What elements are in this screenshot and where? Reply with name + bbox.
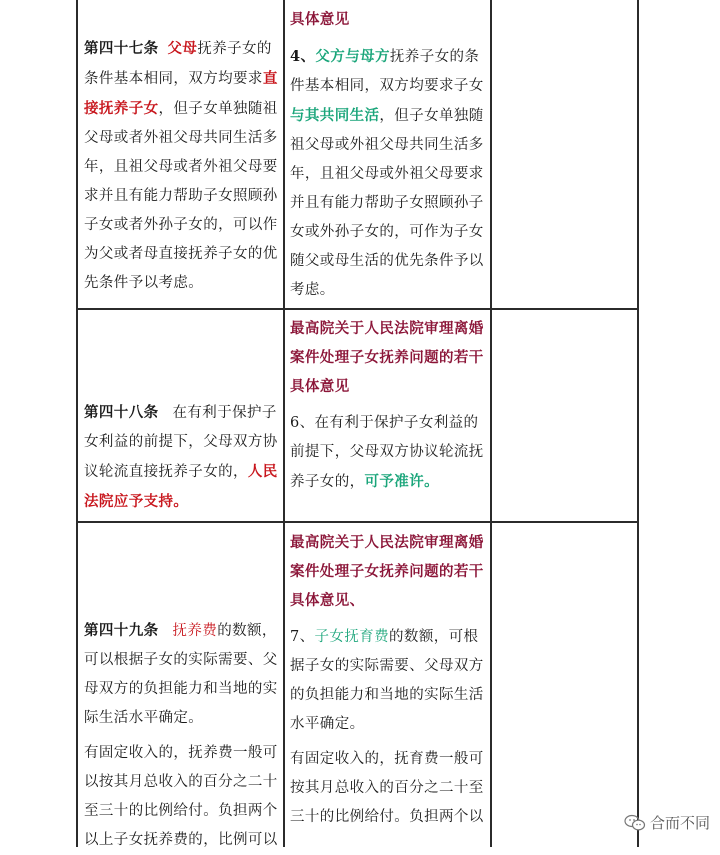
source-heading: 具体意见 <box>290 11 350 28</box>
table-border-right <box>637 0 639 847</box>
watermark-text: 合而不同 <box>649 814 710 832</box>
highlight-text: 可予准许。 <box>364 473 439 490</box>
body-text: 抚养子女的条件基本相同，双方均要求 <box>84 41 272 87</box>
body-text: 在有利于保护子女利益的前提下，父母双方协议轮流抚养子女的， <box>290 415 484 490</box>
body-text: 的数额，可根据子女的实际需要、父母双方的负担能力和当地的实际生活水平确定。 <box>290 629 484 732</box>
highlight-text: 父母 <box>167 40 198 57</box>
wechat-icon <box>624 814 646 832</box>
article-number: 第四十七条 <box>84 40 159 57</box>
watermark <box>624 812 710 833</box>
article-49-cell <box>84 616 278 855</box>
source-heading: 最高院关于人民法院审理离婚案件处理子女抚养问题的若干具体意见 <box>290 320 484 395</box>
row-divider-1 <box>76 308 638 310</box>
highlight-text: 父方与母方 <box>315 48 390 65</box>
item-number: 7、 <box>290 629 315 645</box>
body-text: ，但子女单独随祖父母或者外祖父母共同生活多年，且祖父母或者外祖父母要求并且有能力帮助子女照顾孙子女或者外孙子女的，可以作为父或者母直接抚养子女的优先条件予以考虑。 <box>84 101 278 291</box>
highlight-text: 人民法院应予支持。 <box>84 463 278 510</box>
source-heading: 最高院关于人民法院审理离婚案件处理子女抚养问题的若干具体意见、 <box>290 534 484 609</box>
highlight-text: 与其共同生活 <box>290 107 380 124</box>
body-text: 抚养子女的条件基本相同，双方均要求子女 <box>290 49 484 94</box>
table-divider-1 <box>283 0 285 847</box>
table-divider-2 <box>490 0 492 847</box>
body-text: ，但子女单独随祖父母或外祖父母共同生活多年，且祖父母或外祖父母要求并且有能力帮助子女照顾孙子女或外孙子女的，可作为子女随父或母生活的优先条件予以考虑。 <box>290 108 484 298</box>
highlight-text: 抚养费 <box>172 623 218 639</box>
article-47-cell <box>84 34 278 298</box>
body-paragraph: 有固定收入的，抚养费一般可以按其月总收入的百分之二十至三十的比例给付。负担两个以上子女抚养费的，比例可以 <box>84 745 278 848</box>
body-paragraph: 有固定收入的，抚育费一般可按其月总收入的百分之二十至三十的比例给付。负担两个以 <box>290 751 484 825</box>
article-number: 第四十八条 <box>84 404 159 421</box>
highlight-text: 子女抚育费 <box>314 629 390 645</box>
highlight-text: 直接抚养子女 <box>84 70 278 117</box>
interpretation-4-cell <box>290 5 486 305</box>
item-number: 6、 <box>290 415 315 431</box>
body-text: 在有利于保护子女利益的前提下，父母双方协议轮流直接抚养子女的， <box>84 405 278 480</box>
row-divider-2 <box>76 521 638 523</box>
interpretation-6-cell <box>290 314 486 497</box>
interpretation-7-cell <box>290 528 486 832</box>
article-number: 第四十九条 <box>84 622 159 639</box>
item-number: 4、 <box>290 48 316 65</box>
article-48-cell <box>84 398 278 517</box>
table-border-left <box>76 0 78 847</box>
body-text: 的数额，可以根据子女的实际需要、父母双方的负担能力和当地的实际生活水平确定。 <box>84 623 278 726</box>
